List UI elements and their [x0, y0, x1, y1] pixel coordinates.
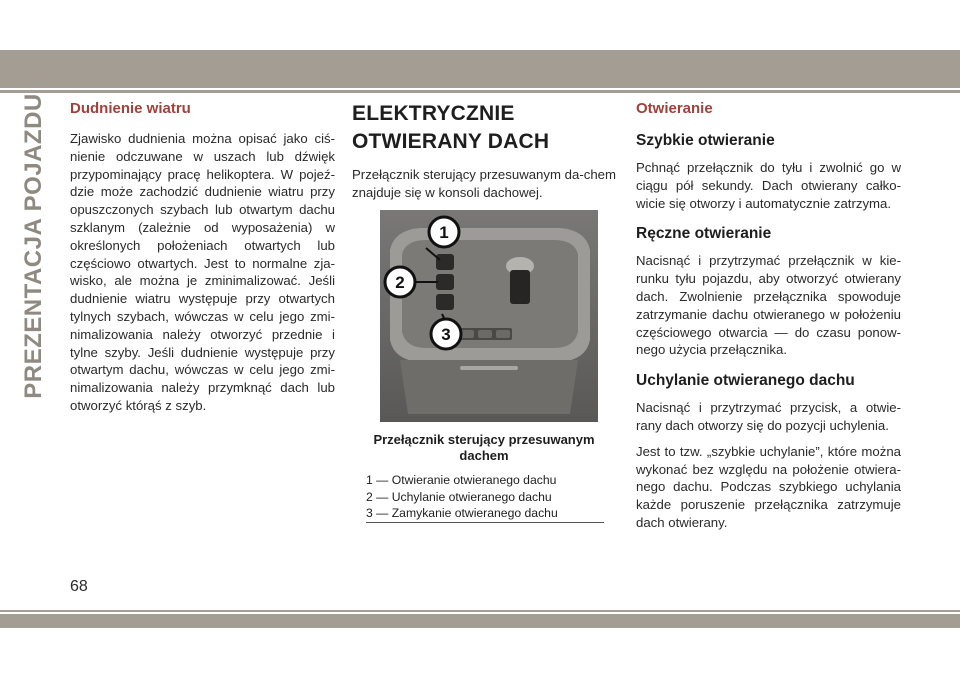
- column-left: [70, 100, 335, 415]
- column-middle: [352, 100, 616, 202]
- paragraph-vent-open: Nacisnąć i przytrzymać przycisk, a otwie-rany dach otworzy się do pozycji uchylenia.: [636, 400, 901, 433]
- svg-text:2: 2: [395, 273, 405, 292]
- subheading-vent-open: Uchylanie otwieranego dachu: [636, 372, 855, 390]
- callout-3-icon: [431, 319, 461, 349]
- paragraph-express-vent: Jest to tzw. „szybkie uchylanie”, które można wykonać bez względu na położenie otwiera-nego dachu. Podczas szybkiego uchylania każde poruszenie przełącznika zatrzymuje dach otwierany.: [636, 443, 901, 530]
- heading-wind-buffeting: Dudnienie wiatru: [70, 100, 191, 117]
- subheading-manual-open: Ręczne otwieranie: [636, 225, 772, 243]
- caption-item: 3 — Zamykanie otwieranego dachu: [366, 506, 558, 520]
- overhead-console-illustration: [380, 210, 598, 422]
- sunroof-switch-figure: [380, 210, 598, 422]
- caption-item: 2 — Uchylanie otwieranego dachu: [366, 489, 552, 504]
- paragraph-manual-open: Nacisnąć i przytrzymać przełącznik w kie-runku tyłu pojazdu, aby otworzyć otwierany dach. Zwolnienie przełącznika spowoduje zatrzymanie dachu otwieranego w położeniu częściowego otwarcia — do czasu ponow-nego użycia przełącznika.: [636, 253, 901, 358]
- svg-text:1: 1: [439, 223, 449, 242]
- paragraph-express-open: Pchnąć przełącznik do tyłu i zwolnić go w ciągu pół sekundy. Dach otwierany całko-wicie się otworzy i automatycznie zatrzyma.: [636, 160, 901, 211]
- section-title-line2: OTWIERANY DACH: [352, 130, 550, 153]
- caption-divider: [366, 522, 604, 523]
- paragraph-wind-buffeting: Zjawisko dudnienia można opisać jako ciś-nienie odczuwane w uszach lub dźwięk przypominający pracę helikoptera. W pojeź-dzie może zachodzić dudnienie wiatru przy opuszczonych szybach lub otwartym dachu szklanym (zależnie od wyposażenia) w określonych położeniach otwartych lub częściowo otwartych. Jest to normalne zja-wisko, ale można je zminimalizować. Jeśli dudnienie wiatru występuje przy otwartych tylnych szybach, wówczas w celu jego zmi-nimalizowania należy otworzyć przednie i tylne szyby. Jeśli dudnienie występuje przy otwartym dachu, wówczas w celu jego zmi-nimalizowania należy przymknąć dach lub otworzyć którąś z szyb.: [70, 131, 335, 413]
- caption-item: 1 — Otwieranie otwieranego dachu: [366, 473, 557, 487]
- top-band-line: [0, 90, 960, 93]
- top-band: [0, 50, 960, 88]
- section-title-line1: ELEKTRYCZNIE: [352, 102, 515, 125]
- paragraph-sunroof-location: Przełącznik sterujący przesuwanym da-chem znajduje się w konsoli dachowej.: [352, 167, 616, 200]
- bottom-band-line: [0, 610, 960, 612]
- svg-text:3: 3: [441, 325, 451, 344]
- callout-2-icon: [385, 267, 415, 297]
- column-right: [636, 100, 901, 532]
- subheading-express-open: Szybkie otwieranie: [636, 132, 775, 149]
- figure-caption-title: Przełącznik sterujący przesuwanym dachem: [373, 432, 595, 463]
- callout-1-icon: [429, 217, 459, 247]
- heading-opening: Otwieranie: [636, 100, 713, 117]
- figure-caption-list: [366, 472, 606, 522]
- section-side-tab: [14, 93, 54, 399]
- side-tab-label: PREZENTACJA POJAZDU: [20, 93, 47, 399]
- page-number: 68: [70, 578, 88, 595]
- bottom-band: [0, 614, 960, 628]
